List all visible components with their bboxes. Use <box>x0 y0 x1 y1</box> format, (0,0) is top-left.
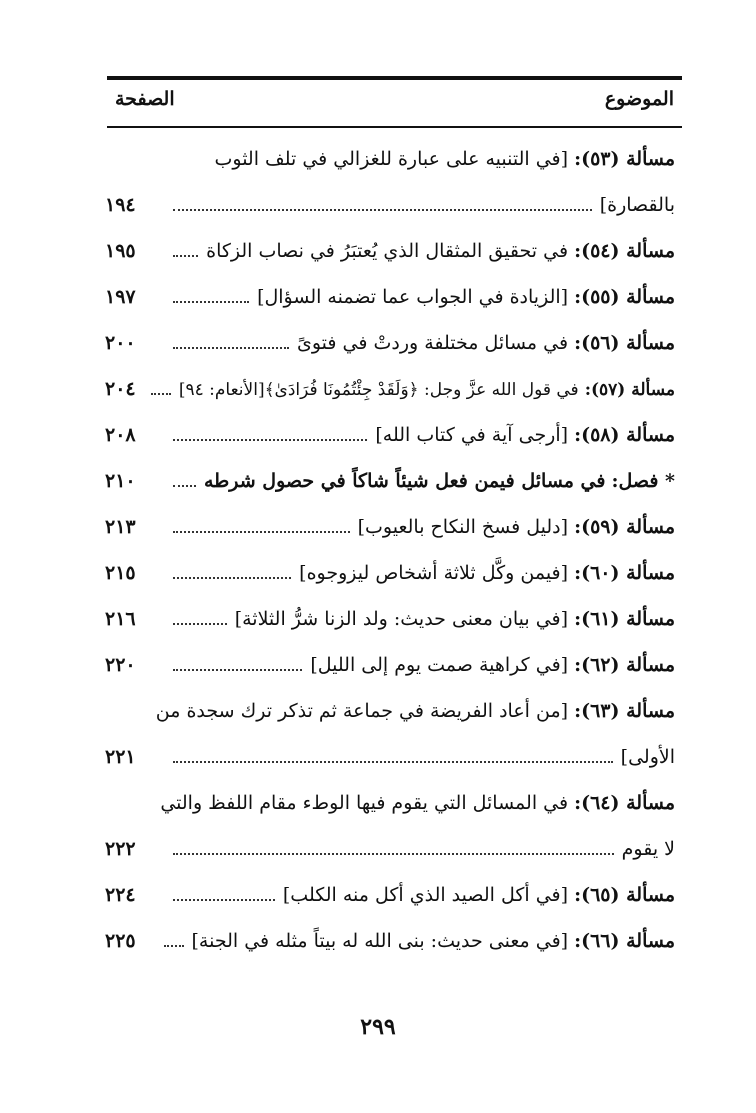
toc-entry-label: مسألة (٦١): <box>574 608 675 630</box>
dot-leader <box>164 944 184 947</box>
dot-leader <box>173 300 249 303</box>
toc-entry-57 <box>105 368 675 414</box>
dot-leader <box>173 346 289 349</box>
toc-entry-text: [في كراهية صمت يوم إلى الليل] <box>310 654 569 676</box>
toc-entry-62 <box>105 644 675 690</box>
toc-entry-label: مسألة (٦٦): <box>574 930 675 952</box>
toc-entry-66 <box>105 920 675 966</box>
toc-entry-text: [أرجى آية في كتاب الله] <box>375 424 569 446</box>
toc-entry-page: ٢٢٥ <box>105 930 136 952</box>
toc-entry-page: ٢١٥ <box>105 562 136 584</box>
toc-entry-label: مسألة (٥٣): <box>574 148 675 170</box>
toc-entry-label: مسألة (٥٩): <box>574 516 675 538</box>
toc-entry-58 <box>105 414 675 460</box>
toc-entry-text: [من أعاد الفريضة في جماعة ثم تذكر ترك سجدة من <box>155 700 569 722</box>
toc-entry-text: في قول الله عزَّ وجل: ﴿وَلَقَدْ جِئْتُمُونَا فُرَادَىٰ﴾[الأنعام: ٩٤] <box>178 380 579 400</box>
toc-entry-56 <box>105 322 675 368</box>
toc-entry-53-line2 <box>105 184 675 230</box>
toc-entry-page: ٢٠٨ <box>105 424 136 446</box>
toc-entry-text: في مسائل فيمن فعل شيئاً شاكاً في حصول شرطه <box>203 470 606 492</box>
toc-entry-text: لا يقوم <box>621 838 675 860</box>
dot-leader <box>173 484 196 487</box>
toc-entry-text: في تحقيق المثقال الذي يُعتبَرُ في نصاب الزكاة <box>206 240 569 262</box>
dot-leader <box>173 668 302 671</box>
toc-entry-54 <box>105 230 675 276</box>
toc-entry-65 <box>105 874 675 920</box>
toc-entry-page: ٢٢٠ <box>105 654 136 676</box>
header-bottom-rule <box>107 126 682 128</box>
toc-entry-label: مسألة (٦٠): <box>574 562 675 584</box>
dot-leader <box>173 576 291 579</box>
toc-entry-label: مسألة (٥٥): <box>574 286 675 308</box>
toc-entry-page: ٢٠٤ <box>105 378 136 400</box>
toc-entry-page: ١٩٤ <box>105 194 136 216</box>
dot-leader <box>151 392 171 395</box>
toc-entry-label: مسألة (٥٨): <box>574 424 675 446</box>
toc-entry-label: مسألة (٥٧): <box>584 380 675 400</box>
toc-entry-text: في مسائل مختلفة وردتْ في فتوىً <box>296 332 569 354</box>
toc-entry-label: مسألة (٦٣): <box>574 700 675 722</box>
toc-entry-page: ٢٠٠ <box>105 332 136 354</box>
toc-entry-label: مسألة (٥٦): <box>574 332 675 354</box>
toc-entry-text: [دليل فسخ النكاح بالعيوب] <box>357 516 569 538</box>
toc-entry-59 <box>105 506 675 552</box>
toc-entry-text: الأولى] <box>620 746 675 768</box>
toc-entry-text: في المسائل التي يقوم فيها الوطء مقام اللفظ والتي <box>160 792 569 814</box>
toc-entry-page: ٢٢٢ <box>105 838 136 860</box>
toc-entry-64-line1 <box>105 782 675 828</box>
dot-leader <box>173 760 613 763</box>
toc-entry-page: ١٩٧ <box>105 286 136 308</box>
dot-leader <box>173 852 614 855</box>
toc-entry-text: [في بيان معنى حديث: ولد الزنا شرُّ الثلاثة] <box>234 608 569 630</box>
header-top-rule <box>107 76 682 80</box>
header-topic-label: الموضوع <box>604 88 674 110</box>
toc-entry-text: [الزيادة في الجواب عما تضمنه السؤال] <box>257 286 569 308</box>
dot-leader <box>173 254 198 257</box>
toc-entry-64-line2 <box>105 828 675 874</box>
dot-leader <box>173 898 275 901</box>
toc-entry-section <box>105 460 675 506</box>
toc-entry-text: [في أكل الصيد الذي أكل منه الكلب] <box>282 884 569 906</box>
toc-entry-page: ٢١٠ <box>105 470 136 492</box>
toc-entry-label: مسألة (٦٤): <box>574 792 675 814</box>
toc-entry-page: ٢١٦ <box>105 608 136 630</box>
toc-entry-page: ٢٢١ <box>105 746 136 768</box>
toc-entry-53-line1 <box>105 138 675 184</box>
dot-leader <box>173 530 350 533</box>
toc-entry-label: مسألة (٦٥): <box>574 884 675 906</box>
page-number: ٢٩٩ <box>360 1014 396 1040</box>
toc-entry-label: مسألة (٥٤): <box>574 240 675 262</box>
toc-entry-page: ٢١٣ <box>105 516 136 538</box>
header-page-label: الصفحة <box>115 88 175 110</box>
toc-entry-55 <box>105 276 675 322</box>
toc-entry-61 <box>105 598 675 644</box>
toc-entry-text: [في التنبيه على عبارة للغزالي في تلف الثوب <box>214 148 569 170</box>
dot-leader <box>173 208 592 211</box>
dot-leader <box>173 438 367 441</box>
toc-entry-63-line2 <box>105 736 675 782</box>
toc-entry-label: مسألة (٦٢): <box>574 654 675 676</box>
toc-entry-page: ١٩٥ <box>105 240 136 262</box>
dot-leader <box>173 622 227 625</box>
toc-entry-text: [فيمن وكَّل ثلاثة أشخاص ليزوجوه] <box>299 562 569 584</box>
toc-entry-text: [في معنى حديث: بنى الله له بيتاً مثله في الجنة] <box>191 930 569 952</box>
toc-entry-label: * فصل: <box>611 470 675 492</box>
toc-entry-text: بالقصارة] <box>599 194 675 216</box>
toc-entry-63-line1 <box>105 690 675 736</box>
toc-entry-page: ٢٢٤ <box>105 884 136 906</box>
toc-entry-60 <box>105 552 675 598</box>
